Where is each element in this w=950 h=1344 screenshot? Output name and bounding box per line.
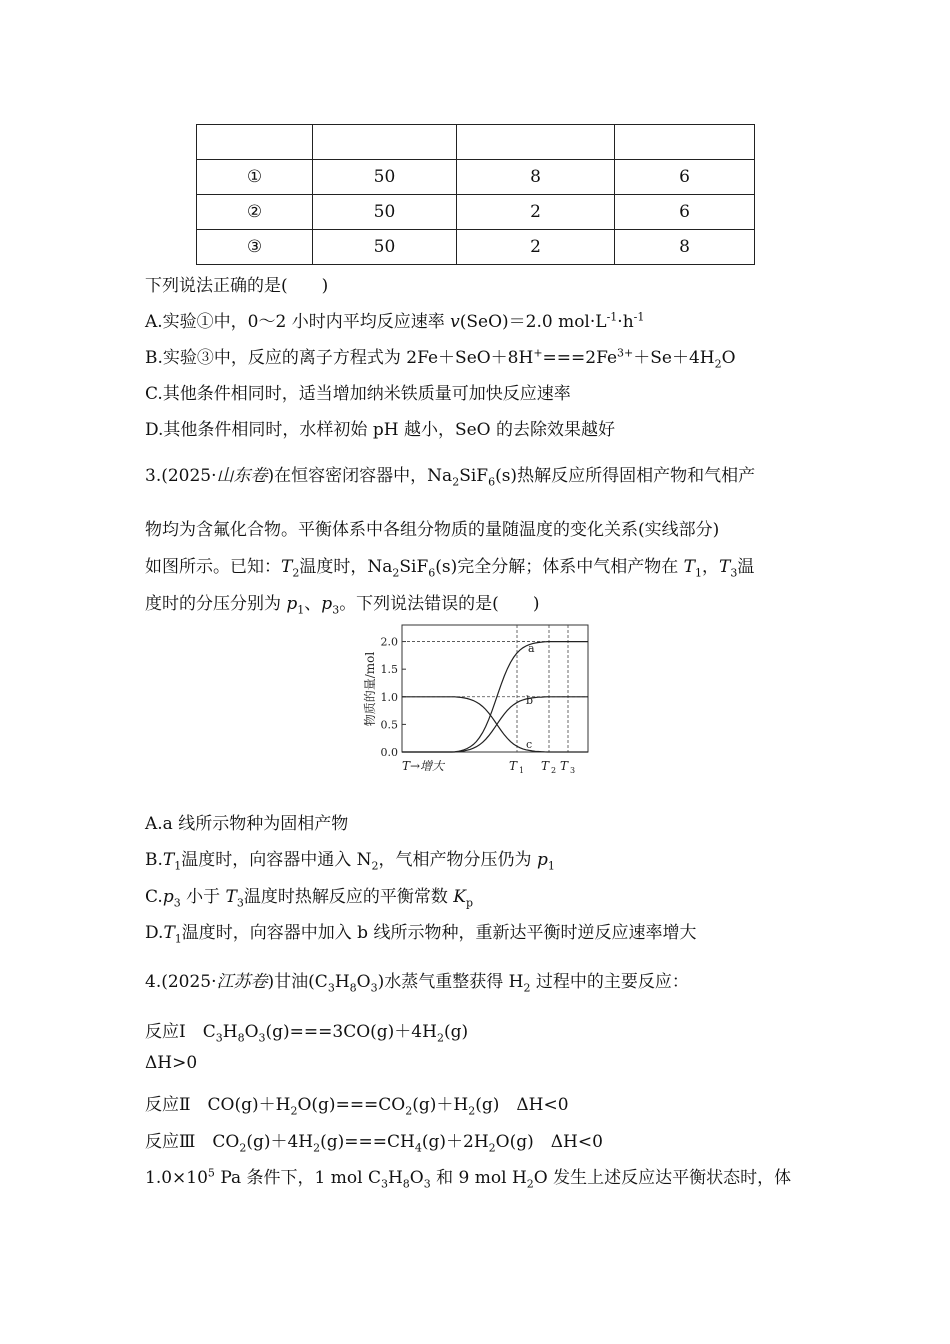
temperature-mark-label: T bbox=[508, 759, 518, 773]
table-row bbox=[197, 160, 755, 195]
q3-line-3 bbox=[145, 552, 754, 579]
temperature-mark-subscript: 3 bbox=[570, 766, 576, 775]
header-cell bbox=[615, 125, 755, 160]
y-tick-label: 1.5 bbox=[380, 663, 398, 677]
text: 3 bbox=[215, 1031, 223, 1045]
text: 2 bbox=[452, 475, 460, 489]
text: T bbox=[162, 850, 175, 870]
source-label: 山东卷 bbox=[216, 466, 268, 486]
text: K bbox=[453, 887, 466, 907]
text: p bbox=[321, 594, 333, 614]
plot-frame bbox=[402, 625, 588, 752]
text: O bbox=[356, 972, 371, 992]
text: 6 bbox=[428, 566, 436, 580]
text: (g)＋2H bbox=[421, 1132, 489, 1152]
text: O(g) ΔH<0 bbox=[495, 1132, 603, 1152]
q2-option-c: C.其他条件相同时，适当增加纳米铁质量可加快反应速率 bbox=[145, 384, 571, 404]
text: 2 bbox=[468, 1104, 476, 1118]
table-cell: 6 bbox=[615, 160, 755, 195]
text: (g)===3CO(g)＋4H bbox=[265, 1022, 437, 1042]
text: (g) bbox=[443, 1022, 469, 1042]
text: (g)＋4H bbox=[246, 1132, 314, 1152]
equilibrium-chart bbox=[358, 620, 598, 780]
text: H bbox=[222, 1022, 238, 1042]
text: ＋Se＋4H bbox=[633, 348, 715, 368]
text: 4 bbox=[414, 1141, 422, 1155]
text: (g)===CH bbox=[320, 1132, 415, 1152]
text: 3 bbox=[380, 1177, 388, 1191]
text: -1 bbox=[633, 310, 645, 324]
text: SiF bbox=[459, 466, 489, 486]
text: A.实验①中，0～2 小时内平均反应速率 bbox=[145, 312, 451, 332]
q3-option-d bbox=[145, 918, 696, 945]
text: 过程中的主要反应： bbox=[530, 972, 689, 992]
text: 2 bbox=[436, 1031, 444, 1045]
text: 和 9 mol H bbox=[430, 1168, 527, 1188]
q4-last-line bbox=[145, 1163, 791, 1190]
table-cell: 8 bbox=[457, 160, 615, 195]
text: 2 bbox=[239, 1141, 247, 1155]
text: 2 bbox=[292, 566, 300, 580]
text: 、 bbox=[304, 594, 322, 614]
y-axis-label: 物质的量/mol bbox=[363, 651, 377, 727]
q4-reaction-3 bbox=[145, 1127, 603, 1154]
q2-prompt: 下列说法正确的是( ) bbox=[145, 276, 329, 296]
table-cell: 8 bbox=[615, 230, 755, 265]
text: 小于 bbox=[180, 887, 226, 907]
table-cell: 50 bbox=[313, 195, 457, 230]
text: -1 bbox=[606, 310, 618, 324]
q3-line-1 bbox=[145, 461, 755, 488]
table-cell: 50 bbox=[313, 160, 457, 195]
text: C. bbox=[145, 887, 163, 907]
text: 8 bbox=[237, 1031, 245, 1045]
text: 反应Ⅰ C bbox=[145, 1022, 216, 1042]
text: 温度时热解反应的平衡常数 bbox=[243, 887, 454, 907]
y-tick-label: 0.0 bbox=[380, 746, 398, 759]
text: T bbox=[281, 557, 293, 577]
temperature-mark-label: T bbox=[540, 759, 550, 773]
text: ·h bbox=[617, 312, 634, 332]
experiment-table bbox=[196, 124, 755, 265]
text: 3 bbox=[423, 1177, 431, 1191]
text: ， bbox=[702, 557, 719, 577]
text: 2 bbox=[290, 1104, 298, 1118]
q3-line-4 bbox=[145, 589, 539, 616]
series-label-a: a bbox=[528, 642, 535, 655]
q4-reaction-2 bbox=[145, 1090, 569, 1117]
text: 3 bbox=[236, 896, 244, 910]
text: H bbox=[387, 1168, 403, 1188]
text: O bbox=[721, 348, 736, 368]
text: 2 bbox=[714, 357, 722, 371]
text: 3 bbox=[173, 896, 181, 910]
text: 2 bbox=[488, 1141, 496, 1155]
text: 1 bbox=[695, 566, 702, 580]
text: 温 bbox=[737, 557, 755, 577]
text: O bbox=[409, 1168, 424, 1188]
q3-option-c bbox=[145, 882, 473, 909]
text: 3 bbox=[730, 566, 738, 580]
text: 2 bbox=[371, 859, 379, 873]
table-row bbox=[197, 230, 755, 265]
text: 3 bbox=[327, 981, 335, 995]
text: p bbox=[286, 594, 298, 614]
text: (s)完全分解；体系中气相产物在 bbox=[435, 557, 684, 577]
table-cell-id: ② bbox=[197, 195, 313, 230]
text: )水蒸气重整获得 H bbox=[377, 972, 524, 992]
table-cell: 2 bbox=[457, 195, 615, 230]
text: 8 bbox=[349, 981, 357, 995]
text: (s)热解反应所得固相产物和气相产 bbox=[495, 466, 756, 486]
header-cell bbox=[457, 125, 615, 160]
x-axis-label: T→增大 bbox=[402, 759, 445, 773]
text: 度时的分压分别为 bbox=[145, 594, 287, 614]
source-label: 江苏卷 bbox=[216, 972, 268, 992]
text: B. bbox=[145, 850, 163, 870]
text: 温度时，向容器中加入 b 线所示物种，重新达平衡时逆反应速率增大 bbox=[181, 923, 697, 943]
text: 6 bbox=[488, 475, 496, 489]
text: 3 bbox=[258, 1031, 266, 1045]
text: (g) ΔH<0 bbox=[475, 1095, 569, 1115]
text: 2 bbox=[313, 1141, 321, 1155]
text: )在恒容密闭容器中，Na bbox=[267, 466, 453, 486]
text: ===2Fe bbox=[542, 348, 618, 368]
series-line-c bbox=[402, 697, 588, 752]
table-row bbox=[197, 195, 755, 230]
y-tick-label: 2.0 bbox=[380, 635, 398, 649]
text: 1 bbox=[297, 603, 305, 617]
text: 3 bbox=[332, 603, 340, 617]
text: 4.(2025· bbox=[145, 972, 217, 992]
temperature-mark-label: T bbox=[559, 759, 569, 773]
q3-option-b bbox=[145, 845, 555, 872]
text: (SeO)＝2.0 mol·L bbox=[459, 312, 607, 332]
table-cell: 2 bbox=[457, 230, 615, 265]
text: 1 bbox=[174, 859, 182, 873]
table-header-row bbox=[197, 125, 755, 160]
table-cell: 50 bbox=[313, 230, 457, 265]
text: + bbox=[533, 346, 543, 360]
text: (g)＋H bbox=[412, 1095, 469, 1115]
y-tick-label: 0.5 bbox=[380, 718, 398, 732]
text: p bbox=[465, 896, 474, 910]
text: D. bbox=[145, 923, 164, 943]
text: O bbox=[244, 1022, 259, 1042]
text: T bbox=[683, 557, 695, 577]
temperature-mark-subscript: 1 bbox=[519, 766, 525, 775]
header-cell bbox=[197, 125, 313, 160]
q4-reaction-1 bbox=[145, 1017, 468, 1044]
text: 反应Ⅲ CO bbox=[145, 1132, 240, 1152]
q4-line-1 bbox=[145, 967, 689, 994]
text: T bbox=[163, 923, 175, 943]
q3-option-a: A.a 线所示物种为固相产物 bbox=[145, 814, 349, 834]
y-tick-label: 1.0 bbox=[380, 690, 398, 704]
text: SiF bbox=[399, 557, 429, 577]
text: 如图所示。已知： bbox=[145, 557, 281, 577]
text: O 发生上述反应达平衡状态时，体 bbox=[533, 1168, 792, 1188]
text: B.实验③中，反应的离子方程式为 2Fe＋SeO＋8H bbox=[145, 348, 534, 368]
series-line-b bbox=[402, 697, 588, 752]
text: 1 bbox=[174, 932, 182, 946]
q3-line-2: 物均为含氟化合物。平衡体系中各组分物质的量随温度的变化关系(实线部分) bbox=[145, 520, 720, 540]
series-label-b: b bbox=[526, 694, 534, 707]
text: 2 bbox=[526, 1177, 534, 1191]
text: 温度时，Na bbox=[299, 557, 393, 577]
text: 反应Ⅱ CO(g)＋H bbox=[145, 1095, 291, 1115]
header-cell bbox=[313, 125, 457, 160]
text: 2 bbox=[405, 1104, 413, 1118]
text: Pa 条件下，1 mol C bbox=[214, 1168, 381, 1188]
text: 2 bbox=[523, 981, 531, 995]
text: p bbox=[536, 850, 548, 870]
text: T bbox=[225, 887, 237, 907]
text: O(g)===CO bbox=[297, 1095, 406, 1115]
table-cell-id: ① bbox=[197, 160, 313, 195]
table-cell-id: ③ bbox=[197, 230, 313, 265]
text: 5 bbox=[207, 1166, 215, 1180]
series-label-c: c bbox=[526, 738, 533, 751]
text: 3 bbox=[370, 981, 378, 995]
text: 3.(2025· bbox=[145, 466, 217, 486]
q2-option-b bbox=[145, 343, 736, 370]
text: 温度时，向容器中通入 N bbox=[181, 850, 372, 870]
text: 1.0×10 bbox=[145, 1168, 208, 1188]
text: )甘油(C bbox=[267, 972, 328, 992]
text: T bbox=[719, 557, 731, 577]
text: 。下列说法错误的是( ) bbox=[339, 594, 540, 614]
text: ，气相产物分压仍为 bbox=[378, 850, 537, 870]
text: 2 bbox=[392, 566, 400, 580]
text: 8 bbox=[402, 1177, 410, 1191]
text: 1 bbox=[547, 859, 555, 873]
text: H bbox=[334, 972, 350, 992]
text: p bbox=[162, 887, 174, 907]
temperature-mark-subscript: 2 bbox=[551, 766, 557, 775]
q2-option-a bbox=[145, 307, 644, 332]
table-cell: 6 bbox=[615, 195, 755, 230]
text: v bbox=[450, 312, 460, 332]
q2-option-d: D.其他条件相同时，水样初始 pH 越小，SeO 的去除效果越好 bbox=[145, 420, 615, 440]
text: 3+ bbox=[617, 346, 634, 360]
q4-reaction-1-dh: ΔH>0 bbox=[145, 1053, 198, 1073]
